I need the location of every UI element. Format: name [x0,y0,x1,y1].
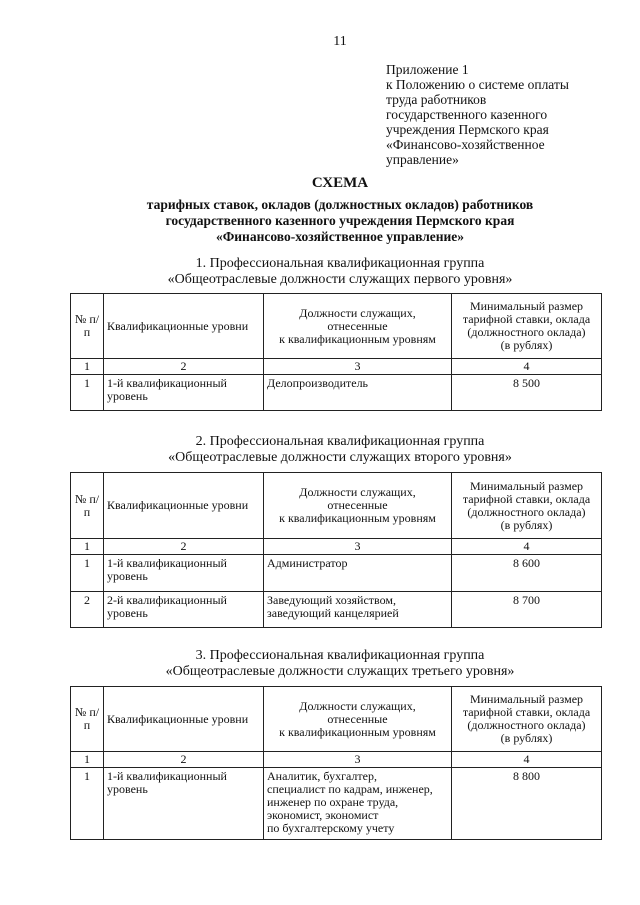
header-positions: Должности служащих, отнесенные к квалификационным уровням [264,687,452,752]
header-levels: Квалификационные уровни [104,687,264,752]
page-number: 11 [333,34,347,49]
group-3-table [70,686,602,840]
table-row [71,592,602,628]
table-row [71,555,602,592]
subtitle-line: государственного казенного учреждения Пермского края [165,213,515,228]
group-title-line: 2. Профессиональная квалификационная группа [195,434,485,449]
column-number-row: 1 2 3 4 [71,539,602,555]
group-title-line: 1. Профессиональная квалификационная группа [195,256,485,271]
header-positions: Должности служащих, отнесенные к квалификационным уровням [264,473,452,539]
appendix-line: государственного казенного [386,107,548,122]
header-levels: Квалификационные уровни [104,294,264,359]
column-number-row: 1 2 3 4 [71,752,602,768]
group-1-table [70,293,602,411]
appendix-line: «Финансово-хозяйственное [386,137,545,152]
table-row [71,375,602,411]
group-title-line: «Общеотраслевые должности служащих первого уровня» [167,272,513,287]
row-positions: Аналитик, бухгалтер, специалист по кадрам, инженер, инженер по охране труда, экономист, экономист по бухгалтерскому учету [264,768,452,840]
header-salary: Минимальный размер тарифной ставки, оклада (должностного оклада) (в рублях) [452,687,602,752]
row-level: 1-й квалификационный уровень [104,768,264,840]
table-header-row [71,473,602,539]
header-num: № п/п [71,687,104,752]
group-2-table [70,472,602,628]
group-title-line: «Общеотраслевые должности служащих второго уровня» [168,450,512,465]
document-title: СХЕМА [311,175,369,191]
row-salary: 8 800 [452,768,602,840]
subtitle-line: тарифных ставок, окладов (должностных окладов) работников [146,197,534,212]
row-salary: 8 700 [452,592,602,628]
group-2-title [0,434,640,466]
row-num: 2 [71,592,104,628]
row-positions: Администратор [264,555,452,592]
row-num: 1 [71,375,104,411]
appendix-line: учреждения Пермского края [386,122,549,137]
row-level: 1-й квалификационный уровень [104,375,264,411]
row-level: 2-й квалификационный уровень [104,592,264,628]
appendix-line: труда работников [386,92,487,107]
appendix-line: Приложение 1 [386,62,469,77]
header-levels: Квалификационные уровни [104,473,264,539]
row-num: 1 [71,555,104,592]
appendix-line: управление» [386,152,459,167]
row-salary: 8 600 [452,555,602,592]
group-title-line: «Общеотраслевые должности служащих третьего уровня» [165,664,515,679]
table-row [71,768,602,840]
column-number-row: 1 2 3 4 [71,359,602,375]
row-num: 1 [71,768,104,840]
header-num: № п/п [71,294,104,359]
header-salary: Минимальный размер тарифной ставки, оклада (должностного оклада) (в рублях) [452,294,602,359]
appendix-line: к Положению о системе оплаты [386,77,569,92]
group-3-title [0,648,640,680]
row-salary: 8 500 [452,375,602,411]
group-1-title [0,256,640,288]
header-salary: Минимальный размер тарифной ставки, оклада (должностного оклада) (в рублях) [452,473,602,539]
table-header-row [71,294,602,359]
subtitle-line: «Финансово-хозяйственное управление» [215,229,465,244]
header-positions: Должности служащих, отнесенные к квалификационным уровням [264,294,452,359]
header-num: № п/п [71,473,104,539]
group-title-line: 3. Профессиональная квалификационная группа [195,648,485,663]
document-subtitle [0,197,640,245]
row-level: 1-й квалификационный уровень [104,555,264,592]
table-header-row [71,687,602,752]
row-positions: Делопроизводитель [264,375,452,411]
appendix-block [386,62,616,167]
row-positions: Заведующий хозяйством, заведующий канцелярией [264,592,452,628]
